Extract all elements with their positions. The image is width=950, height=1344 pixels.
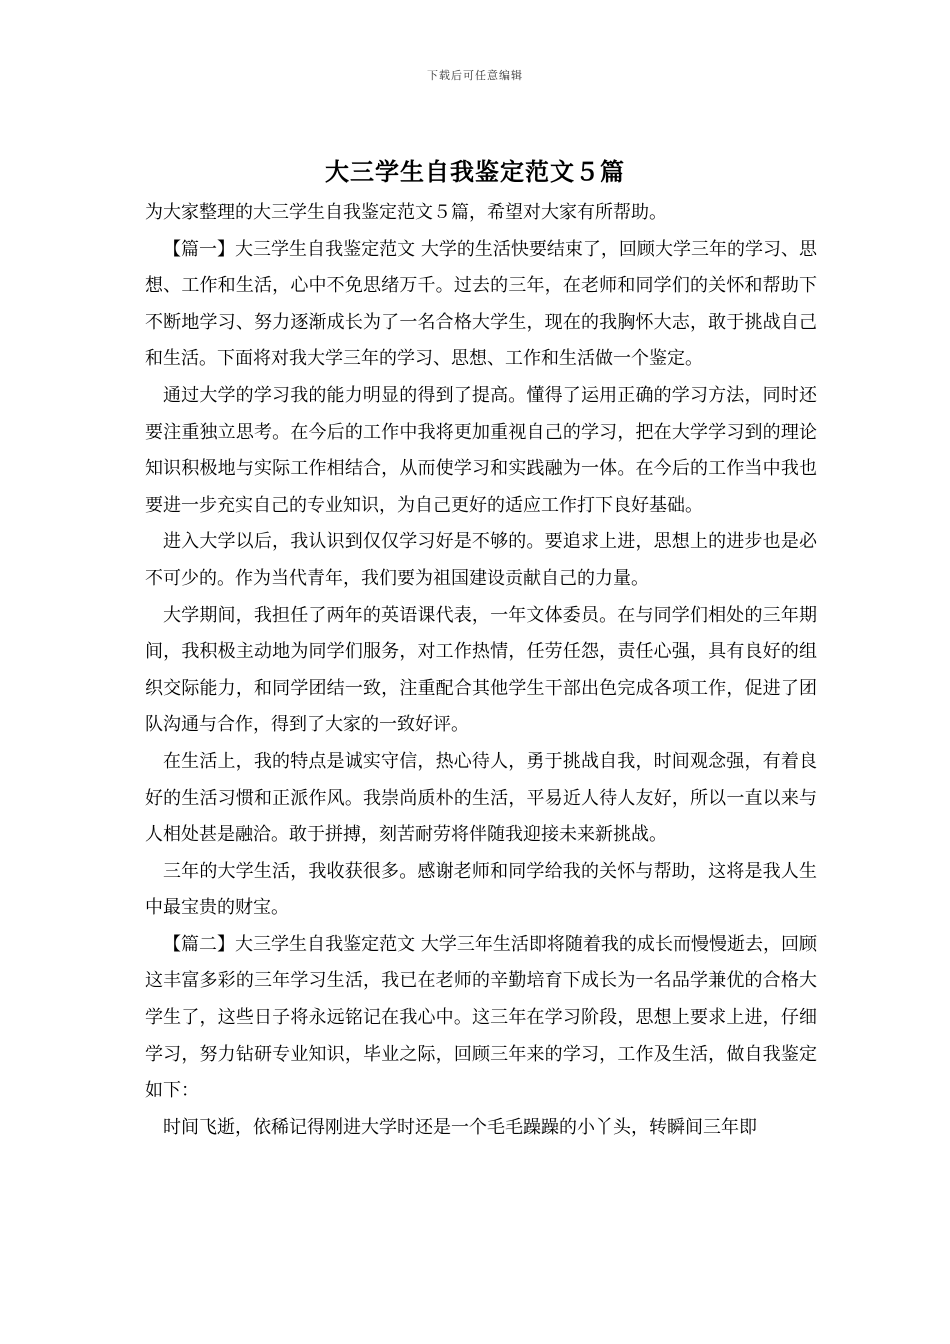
- paragraph: 三年的大学生活，我收获很多。感谢老师和同学给我的关怀与帮助，这将是我人生中最宝贵的财宝。: [145, 860, 817, 919]
- paragraph: 通过大学的学习我的能力明显的得到了提高。懂得了运用正确的学习方法，同时还要注重独立思考。在今后的工作中我将更加重视自己的学习，把在大学学习到的理论知识积极地与实际工作相结合，从而使学习和实践融为一体。在今后的工作当中我也要进一步充实自己的专业知识，为自己更好的适应工作打下良好基础。: [145, 384, 817, 516]
- paragraph: 时间飞逝，依稀记得刚进大学时还是一个毛毛躁躁的小丫头，转瞬间三年即: [163, 1116, 757, 1138]
- paragraph: 大学期间，我担任了两年的英语课代表，一年文体委员。在与同学们相处的三年期间，我积极主动地为同学们服务，对工作热情，任劳任怨，责任心强，具有良好的组织交际能力，和同学团结一致，注重配合其他学生干部出色完成各项工作，促进了团队沟通与合作，得到了大家的一致好评。: [145, 604, 817, 736]
- paragraph: 进入大学以后，我认识到仅仅学习好是不够的。要追求上进，思想上的进步也是必不可少的。作为当代青年，我们要为祖国建设贡献自己的力量。: [145, 531, 817, 589]
- intro-paragraph: 为大家整理的大三学生自我鉴定范文５篇，希望对大家有所帮助。: [145, 202, 667, 223]
- header-note: 下载后可任意编辑: [427, 69, 523, 82]
- paragraph: 在生活上，我的特点是诚实守信，热心待人，勇于挑战自我，时间观念强，有着良好的生活习惯和正派作风。我崇尚质朴的生活，平易近人待人友好，所以一直以来与人相处甚是融洽。敢于拼搏，刻苦耐劳将伴随我迎接未来新挑战。: [145, 750, 817, 846]
- paragraph: 【篇二】大三学生自我鉴定范文 大学三年生活即将随着我的成长而慢慢逝去，回顾这丰富多彩的三年学习生活，我已在老师的辛勤培育下成长为一名品学兼优的合格大学生了，这些日子将永远铭记在我心中。这三年在学习阶段，思想上要求上进，仔细学习，努力钻研专业知识，毕业之际，回顾三年来的学习，工作及生活，做自我鉴定如下：: [145, 933, 817, 1102]
- document-body: [145, 195, 817, 1146]
- paragraph: 【篇一】大三学生自我鉴定范文 大学的生活快要结束了，回顾大学三年的学习、思想、工作和生活，心中不免思绪万千。过去的三年，在老师和同学们的关怀和帮助下不断地学习、努力逐渐成长为了一名合格大学生，现在的我胸怀大志，敢于挑战自己和生活。下面将对我大学三年的学习、思想、工作和生活做一个鉴定。: [145, 238, 817, 370]
- document-title: 大三学生自我鉴定范文５篇: [325, 158, 625, 186]
